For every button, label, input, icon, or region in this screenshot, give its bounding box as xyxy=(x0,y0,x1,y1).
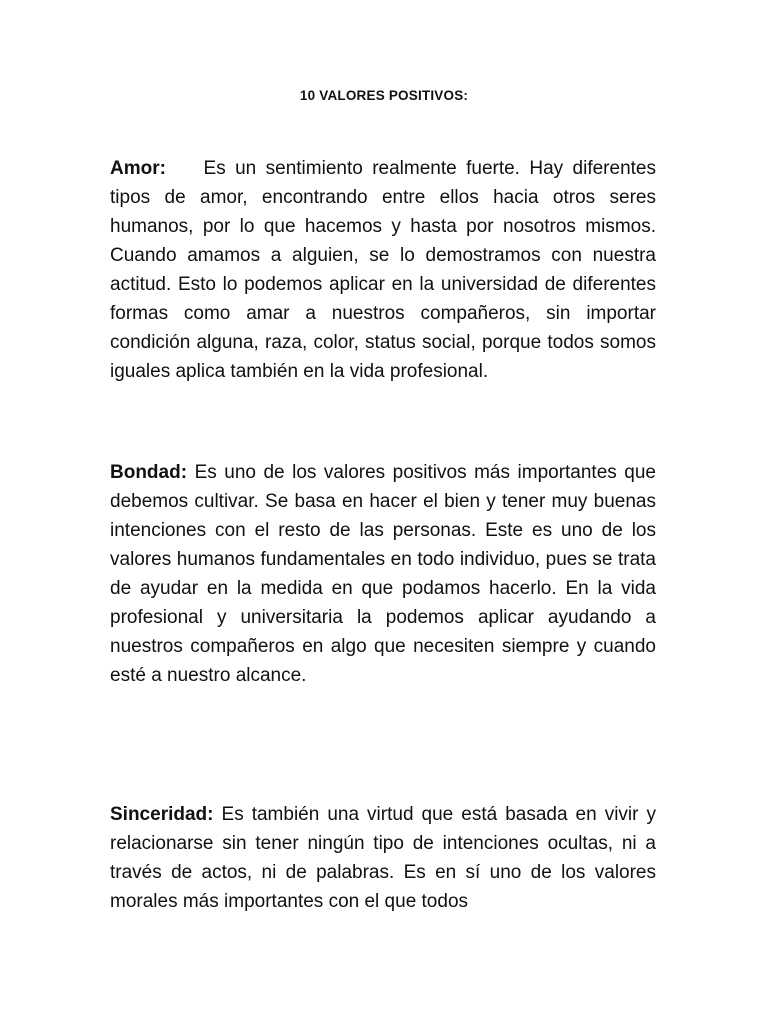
definition-sinceridad: Es también una virtud que está basada en vivir y relacionarse sin tener ningún tipo de intenciones ocultas, ni a través de actos, ni de palabras. Es en sí uno de los valores morales más importantes con el que todos xyxy=(110,804,656,912)
page-title: 10 VALORES POSITIVOS: xyxy=(299,88,469,103)
paragraph-bondad xyxy=(110,458,656,690)
term-amor: Amor: xyxy=(110,158,166,179)
paragraph-sinceridad xyxy=(110,800,656,916)
term-bondad: Bondad: xyxy=(110,462,188,483)
paragraph-amor xyxy=(110,154,656,386)
definition-bondad: Es uno de los valores positivos más importantes que debemos cultivar. Se basa en hacer el bien y tener muy buenas intenciones con el resto de las personas. Este es uno de los valores humanos fundamentales en todo individuo, pues se trata de ayudar en la medida en que podamos hacerlo. En la vida profesional y universitaria la podemos aplicar ayudando a nuestros compañeros en algo que necesiten siempre y cuando esté a nuestro alcance. xyxy=(110,462,656,686)
definition-amor: Es un sentimiento realmente fuerte. Hay diferentes tipos de amor, encontrando entre ellos hacia otros seres humanos, por lo que hacemos y hasta por nosotros mismos. Cuando amamos a alguien, se lo demostramos con nuestra actitud. Esto lo podemos aplicar en la universidad de diferentes formas como amar a nuestros compañeros, sin importar condición alguna, raza, color, status social, porque todos somos iguales aplica también en la vida profesional. xyxy=(110,158,656,382)
term-sinceridad: Sinceridad: xyxy=(110,804,214,825)
